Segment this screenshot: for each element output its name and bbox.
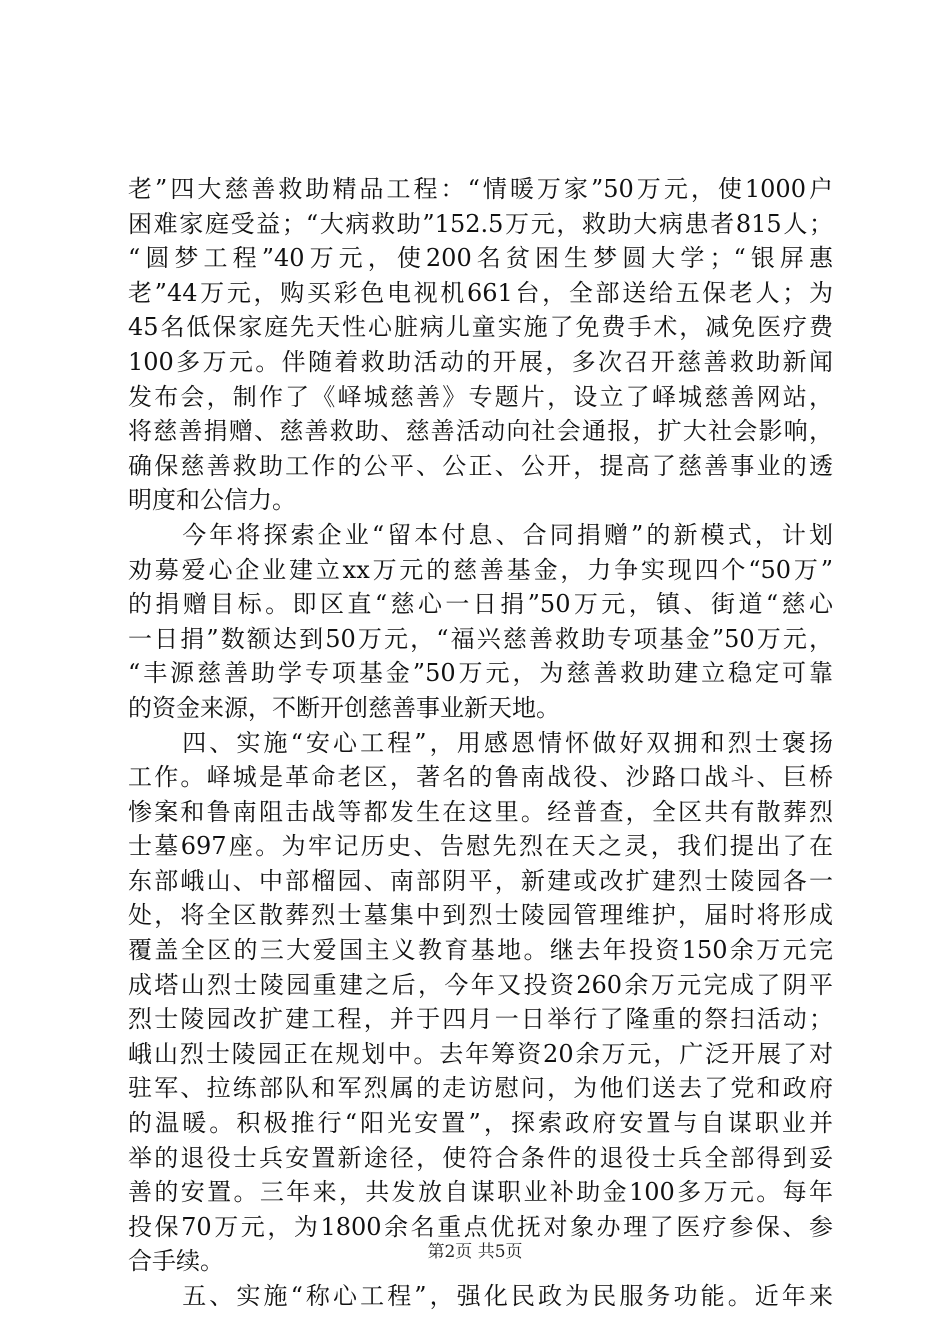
text-line: 五、实施“称心工程”，强化民政为民服务功能。近年来	[128, 1282, 833, 1310]
text-line: 举的退役士兵安置新途径，使符合条件的退役士兵全部得到妥	[128, 1143, 833, 1172]
text-line: 合手续。	[128, 1247, 224, 1276]
text-line: 确保慈善救助工作的公平、公正、公开，提高了慈善事业的透	[128, 451, 833, 480]
text-line: 覆盖全区的三大爱国主义教育基地。继去年投资150余万元完	[128, 936, 833, 965]
text-line: 成塔山烈士陵园重建之后，今年又投资260余万元完成了阴平	[128, 970, 833, 999]
text-line: 明度和公信力。	[128, 486, 296, 515]
text-line: 老”44万元，购买彩色电视机661台，全部送给五保老人；为	[128, 278, 833, 307]
text-line: 处，将全区散葬烈士墓集中到烈士陵园管理维护，届时将形成	[128, 901, 833, 930]
text-line: 投保70万元，为1800余名重点优抚对象办理了医疗参保、参	[128, 1212, 833, 1241]
text-line: 的资金来源，不断开创慈善事业新天地。	[128, 693, 560, 722]
text-line: “丰源慈善助学专项基金”50万元，为慈善救助建立稳定可靠	[128, 659, 833, 688]
text-line: 峨山烈士陵园正在规划中。去年筹资20余万元，广泛开展了对	[128, 1039, 833, 1068]
text-line: 东部峨山、中部榴园、南部阴平，新建或改扩建烈士陵园各一	[128, 866, 833, 895]
text-line: 工作。峄城是革命老区，著名的鲁南战役、沙路口战斗、巨桥	[128, 763, 833, 792]
body-text	[128, 172, 833, 1314]
text-line: 的温暖。积极推行“阳光安置”，探索政府安置与自谋职业并	[128, 1109, 833, 1138]
text-line: 驻军、拉练部队和军烈属的走访慰问，为他们送去了党和政府	[128, 1074, 833, 1103]
text-line: 劝募爱心企业建立xx万元的慈善基金，力争实现四个“50万”	[128, 555, 833, 584]
text-line: 45名低保家庭先天性心脏病儿童实施了免费手术，减免医疗费	[128, 313, 833, 342]
text-line: 士墓697座。为牢记历史、告慰先烈在天之灵，我们提出了在	[128, 832, 833, 861]
text-line: 四、实施“安心工程”，用感恩情怀做好双拥和烈士褒扬	[128, 728, 833, 757]
text-line: 烈士陵园改扩建工程，并于四月一日举行了隆重的祭扫活动；	[128, 1005, 833, 1034]
text-line: 困难家庭受益；“大病救助”152.5万元，救助大病患者815人；	[128, 209, 833, 238]
text-line: 将慈善捐赠、慈善救助、慈善活动向社会通报，扩大社会影响，	[128, 417, 833, 446]
text-line: 一日捐”数额达到50万元，“福兴慈善救助专项基金”50万元，	[128, 624, 833, 653]
text-line: 的捐赠目标。即区直“慈心一日捐”50万元，镇、街道“慈心	[128, 590, 833, 619]
text-line: 老”四大慈善救助精品工程：“情暖万家”50万元，使1000户	[128, 175, 833, 203]
text-line: “圆梦工程”40万元，使200名贫困生梦圆大学；“银屏惠	[128, 244, 833, 273]
page-footer: 第2页 共5页	[427, 1242, 523, 1262]
text-line: 善的安置。三年来，共发放自谋职业补助金100多万元。每年	[128, 1178, 833, 1207]
text-line: 发布会，制作了《峄城慈善》专题片，设立了峄城慈善网站，	[128, 382, 833, 411]
text-line: 惨案和鲁南阻击战等都发生在这里。经普查，全区共有散葬烈	[128, 797, 833, 826]
text-line: 100多万元。伴随着救助活动的开展，多次召开慈善救助新闻	[128, 347, 833, 376]
text-line: 今年将探索企业“留本付息、合同捐赠”的新模式，计划	[128, 520, 833, 549]
